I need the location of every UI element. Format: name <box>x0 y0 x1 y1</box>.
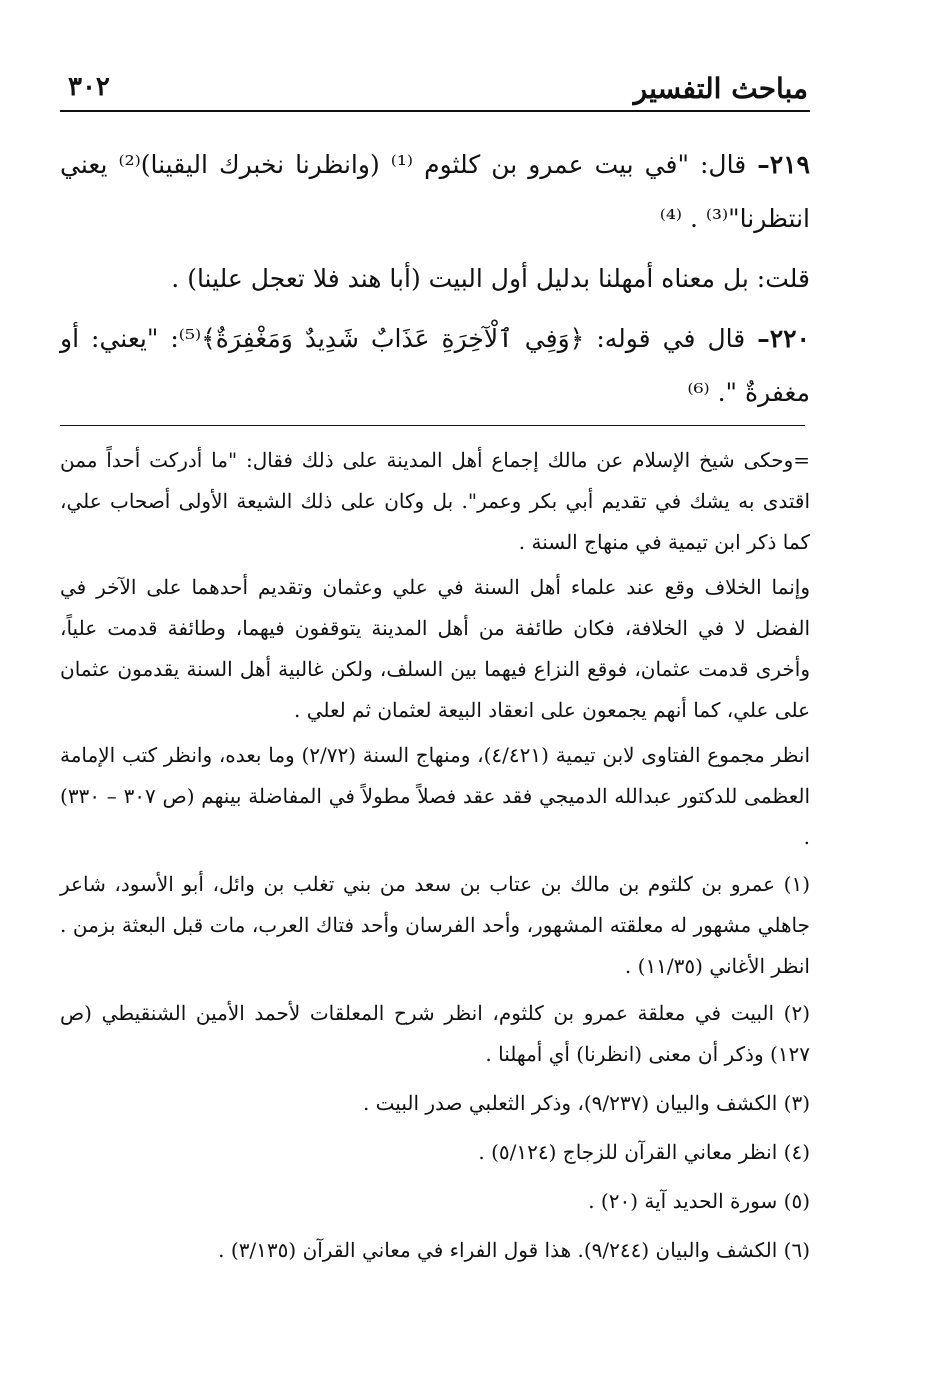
main-text <box>60 138 810 426</box>
footnotes <box>60 440 810 1271</box>
footnote-3: (٣) الكشف والبيان (٩/٢٣٧)، وذكر الثعلبي صدر البيت . <box>362 1091 810 1115</box>
entry-219 <box>60 138 810 246</box>
entry-220 <box>60 312 810 420</box>
footnote-5: (٥) سورة الحديد آية (٢٠) . <box>588 1189 810 1213</box>
footnote-1: (١) عمرو بن كلثوم بن مالك بن عتاب بن سعد من بني تغلب بن وائل، أبو الأسود، شاعر جاهلي مشهور له معلقته المشهور، وأحد الفرسان وأحد فتاك العرب، مات قبل البعثة بزمن . انظر الأغاني (١١/٣٥) . <box>60 872 810 978</box>
author-comment: قلت: بل معناه أمهلنا بدليل أول البيت (أبا هند فلا تعجل علينا) . <box>171 264 810 293</box>
page-number: ٣٠٢ <box>68 72 110 102</box>
footnote-continuation: انظر مجموع الفتاوى لابن تيمية (٤/٤٢١)، ومنهاج السنة (٢/٧٢) وما بعده، وانظر كتب الإمامة العظمى للدكتور عبدالله الدميجي فقد عقد فصلاً مطولاً في المفاضلة بينهم (ص ٣٠٧ – ٣٣٠) . <box>60 743 811 849</box>
footnote-2: (٢) البيت في معلقة عمرو بن كلثوم، انظر شرح المعلقات لأحمد الأمين الشنقيطي (ص ١٢٧) وذكر أن معنى (انظرنا) أي أمهلنا . <box>60 1001 810 1066</box>
footnote-divider <box>60 425 805 426</box>
footnote-continuation: وإنما الخلاف وقع عند علماء أهل السنة في علي وعثمان وتقديم أحدهما على الآخر في الفضل لا في الخلافة، فكان طائفة من أهل المدينة يتوقفون فيهما، وطائفة قدمت علياً، وأخرى قدمت عثمان، فوقع النزاع فيهما بين السلف، ولكن غالبية أهل السنة يقدمون عثمان على علي، كما أنهم يجمعون على انعقاد البيعة لعثمان ثم لعلي . <box>60 575 810 722</box>
footnote-continuation: =وحكى شيخ الإسلام عن مالك إجماع أهل المدينة على ذلك فقال: "ما أدركت أحداً ممن اقتدى به يشك في تقديم أبي بكر وعمر". بل وكان على ذلك الشيعة الأولى أصحاب علي، كما ذكر ابن تيمية في منهاج السنة . <box>60 448 810 554</box>
entry-number: ٢٢٠– <box>757 324 810 353</box>
entry-text: قال: "في بيت عمرو بن كلثوم ⁽¹⁾ (وانظرنا نخبرك اليقينا)⁽²⁾ يعني انتظرنا"⁽³⁾ . ⁽⁴⁾ <box>60 150 810 233</box>
running-title: مباحث التفسير <box>633 72 808 105</box>
footnote-4: (٤) انظر معاني القرآن للزجاج (٥/١٢٤) . <box>478 1140 810 1164</box>
footnote-6: (٦) الكشف والبيان (٩/٢٤٤). هذا قول الفراء في معاني القرآن (٣/١٣٥) . <box>218 1238 810 1262</box>
page-header <box>60 70 810 112</box>
entry-text: قال في قوله: ﴿وَفِي ٱلْآخِرَةِ عَذَابٌ شَدِيدٌ وَمَغْفِرَةٌ﴾⁽⁵⁾: "يعني: أو مغفرةٌ ". ⁽⁶⁾ <box>60 324 810 407</box>
entry-number: ٢١٩– <box>757 150 810 179</box>
